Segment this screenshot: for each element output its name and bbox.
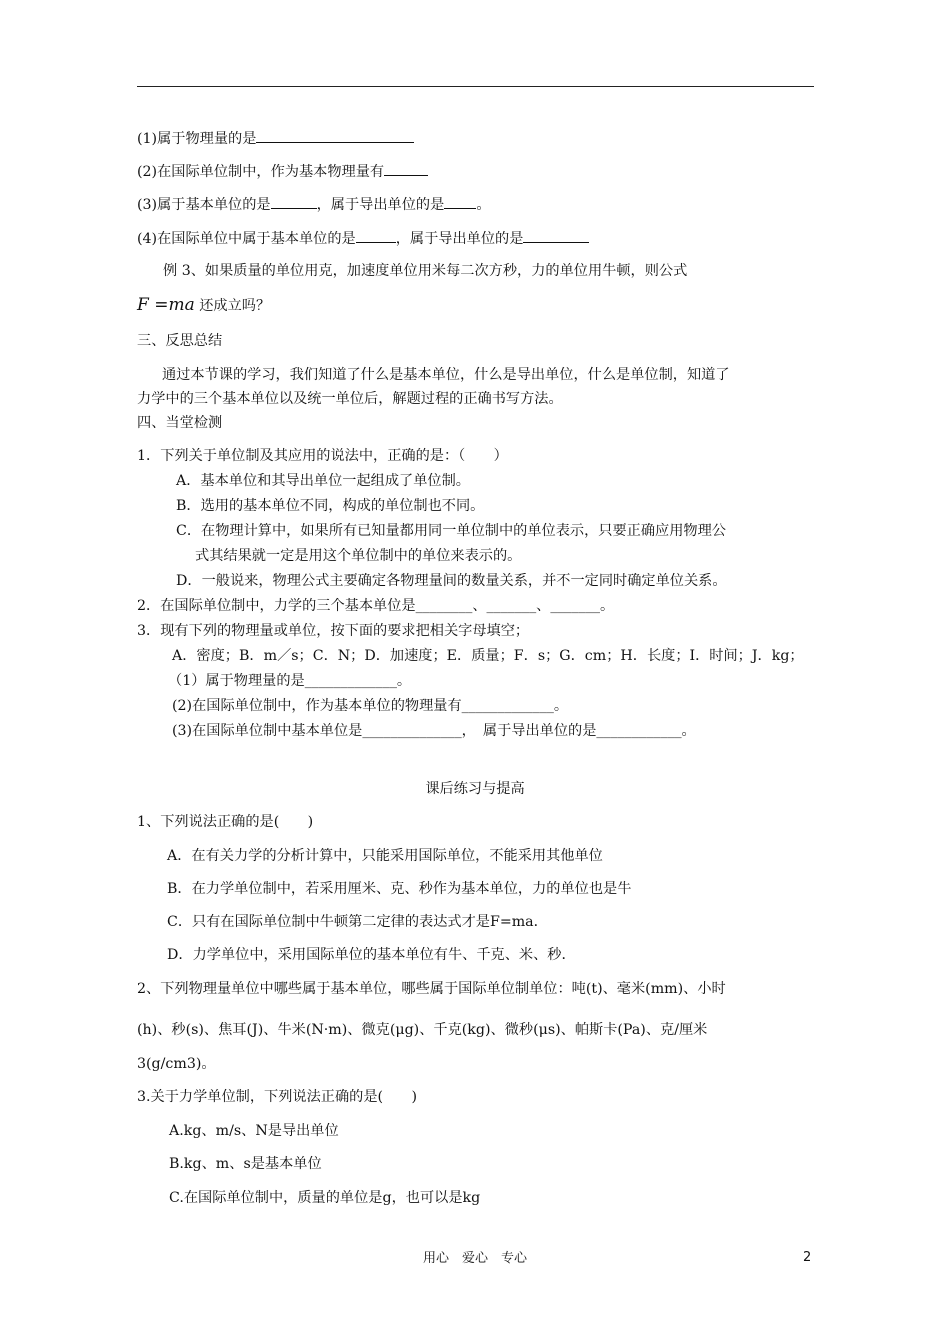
section-title: 四、当堂检测 — [137, 415, 223, 431]
question-line: 3．现有下列的物理量或单位，按下面的要求把相关字母填空； — [137, 623, 530, 639]
paragraph-line: 力学中的三个基本单位以及统一单位后，解题过程的正确书写方法。 — [137, 391, 563, 407]
header-rule — [137, 86, 814, 87]
question-line: (2)在国际单位制中，作为基本物理量有 — [137, 162, 428, 181]
question-line: (h)、秒(s)、焦耳(J)、牛米(N·m)、微克(μg)、千克(kg)、微秒(μs)、帕斯卡(Pa)、克/厘米 — [137, 1022, 708, 1038]
sub-question-line: (3)在国际单位制中基本单位是______________， 属于导出单位的是____________。 — [172, 723, 696, 739]
option-line: D．一般说来，物理公式主要确定各物理量间的数量关系，并不一定同时确定单位关系。 — [176, 573, 727, 589]
page-number: 2 — [803, 1250, 812, 1265]
question-line: (4)在国际单位中属于基本单位的是 ，属于导出单位的是 — [137, 229, 589, 248]
answer-blank — [523, 229, 589, 243]
answer-blank — [271, 195, 317, 209]
answer-blank — [356, 229, 396, 243]
formula: F =ma — [137, 295, 195, 315]
question-line: 3(g/cm3)。 — [137, 1056, 216, 1072]
question-line: 1、下列说法正确的是( ) — [137, 814, 314, 830]
answer-blank — [444, 195, 476, 209]
option-line: 式其结果就一定是用这个单位制中的单位来表示的。 — [195, 548, 522, 564]
question-line: (1)属于物理量的是 — [137, 129, 414, 148]
option-line: C．在物理计算中，如果所有已知量都用同一单位制中的单位表示，只要正确应用物理公 — [176, 523, 726, 539]
question-line: 1．下列关于单位制及其应用的说法中，正确的是：（ ） — [137, 448, 508, 464]
footer-motto: 用心 爱心 专心 — [422, 1251, 527, 1266]
option-line: A．密度；B．m／s；C．N；D．加速度；E．质量；F．s；G．cm；H．长度；I．时间；J．kg； — [172, 648, 804, 664]
option-line: B．选用的基本单位不同，构成的单位制也不同。 — [176, 498, 485, 514]
paragraph-line: 通过本节课的学习，我们知道了什么是基本单位，什么是导出单位，什么是单位制，知道了 — [162, 367, 730, 383]
sub-question-line: (2)在国际单位制中，作为基本单位的物理量有_____________。 — [172, 698, 569, 714]
sub-question-line: （1）属于物理量的是_____________。 — [168, 673, 412, 689]
option-line: C.在国际单位制中，质量的单位是g，也可以是kg — [169, 1190, 481, 1206]
option-line: B.kg、m、s是基本单位 — [169, 1156, 322, 1172]
example-3-formula-line: F =ma 还成立吗？ — [137, 295, 271, 315]
section-title: 课后练习与提高 — [425, 781, 525, 797]
example-3: 例 3、如果质量的单位用克，加速度单位用米每二次方秒，力的单位用牛顿，则公式 — [163, 263, 688, 279]
question-line: 2．在国际单位制中，力学的三个基本单位是________、_______、_______。 — [137, 598, 615, 614]
answer-blank — [256, 129, 414, 143]
answer-blank — [384, 162, 428, 176]
option-line: D．力学单位中，采用国际单位的基本单位有牛、千克、米、秒． — [167, 947, 576, 963]
option-line: A.kg、m/s、N是导出单位 — [169, 1123, 339, 1139]
question-line: 2、下列物理量单位中哪些属于基本单位，哪些属于国际单位制单位：吨(t)、毫米(mm)、小时 — [137, 981, 726, 997]
question-line: 3.关于力学单位制，下列说法正确的是( ) — [137, 1089, 417, 1105]
option-line: A．在有关力学的分析计算中，只能采用国际单位，不能采用其他单位 — [167, 848, 603, 864]
option-line: C．只有在国际单位制中牛顿第二定律的表达式才是F=ma． — [167, 914, 548, 930]
option-line: B．在力学单位制中，若采用厘米、克、秒作为基本单位，力的单位也是牛 — [167, 881, 632, 897]
section-title: 三、反思总结 — [137, 333, 223, 349]
option-line: A．基本单位和其导出单位一起组成了单位制。 — [176, 473, 470, 489]
question-line: (3)属于基本单位的是 ，属于导出单位的是 。 — [137, 197, 491, 213]
